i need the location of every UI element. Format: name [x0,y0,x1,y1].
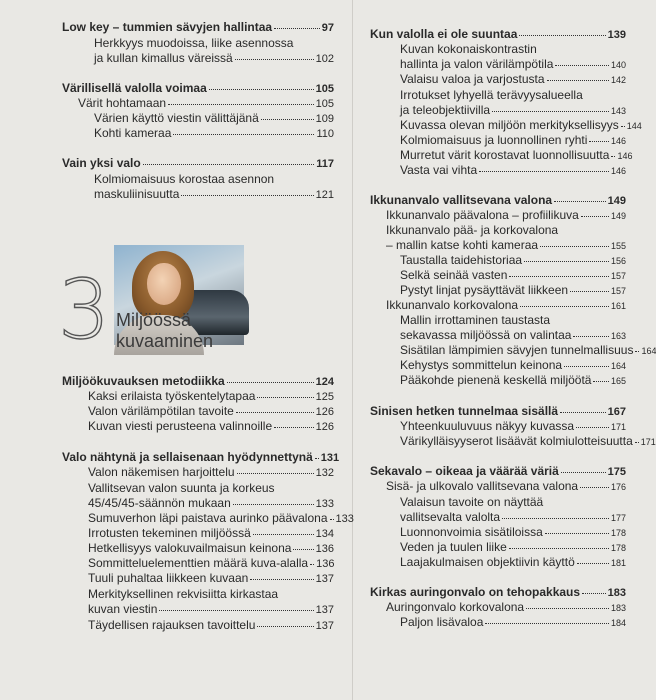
page-number: 140 [610,60,626,70]
toc-entry-title: Täydellisen rajauksen tavoittelu [88,618,256,632]
toc-entry[interactable] [400,555,626,570]
page-number: 165 [610,376,626,386]
toc-entry[interactable] [94,111,334,126]
toc-entry-title: Tuuli puhaltaa liikkeen kuvaan [88,571,249,585]
toc-heading-title: Miljöökuvauksen metodiikka [62,374,225,388]
page-number: 156 [610,256,626,266]
toc-entry-title: Laajakulmaisen objektiivin käyttö [400,555,575,569]
toc-entry-title: 45/45/45-säännön mukaan [88,496,231,510]
page-number: 177 [610,513,626,523]
page-number: 126 [315,406,334,418]
toc-entry-title: Murretut värit korostavat luonnollisuutta [400,148,610,162]
toc-entry[interactable] [400,72,626,87]
toc-entry[interactable] [400,525,626,540]
toc-heading[interactable] [370,464,626,479]
toc-heading-title: Vain yksi valo [62,156,141,170]
toc-entry-title: Sommitteluelementtien määrä kuva-alalla [88,556,309,570]
toc-entry-title: Kohti kameraa [94,126,172,140]
toc-entry[interactable] [400,615,626,630]
page-number: 149 [607,195,626,207]
page-number: 183 [607,587,626,599]
toc-entry-title: Kuvassa olevan miljöön merkityksellisyys [400,118,619,132]
toc-heading[interactable] [370,404,626,419]
toc-heading[interactable] [62,374,334,389]
toc-entry[interactable] [88,602,334,617]
toc-entry[interactable] [400,510,626,525]
toc-heading[interactable] [62,156,334,171]
toc-heading-title: Valo nähtynä ja sellaisenaan hyödynnettynä [62,450,313,464]
toc-entry-line[interactable]: Ikkunanvalo pää- ja korkovalona [386,223,559,237]
toc-entry-title: ja teleobjektiivilla [400,103,491,117]
toc-entry-title: Luonnonvoimia sisätiloissa [400,525,543,539]
toc-entry-title: vallitsevalta valolta [400,510,501,524]
toc-heading[interactable] [370,585,626,600]
page-number: 146 [610,166,626,176]
toc-entry[interactable] [386,238,626,253]
toc-heading-title: Kun valolla ei ole suuntaa [370,27,518,41]
toc-entry-line[interactable]: Valaisun tavoite on näyttää [400,495,544,509]
toc-entry[interactable] [78,96,334,111]
toc-entry-title: Valaisu valoa ja varjostusta [400,72,545,86]
toc-entry-title: ja kullan kimallus väreissä [94,51,233,65]
toc-entry-line[interactable]: Irrotukset lyhyellä terävyysalueella [400,88,583,102]
toc-entry[interactable] [400,148,633,163]
toc-heading-title: Ikkunanvalo vallitsevana valona [370,193,553,207]
toc-entry-title: Kuvan viesti perusteena valinnoille [88,419,273,433]
page-number: 136 [315,543,334,555]
toc-entry[interactable] [400,103,626,118]
toc-heading-title: Low key – tummien sävyjen hallintaa [62,20,273,34]
toc-heading[interactable] [370,27,626,42]
page-number: 178 [610,543,626,553]
toc-entry[interactable] [400,419,626,434]
page-number: 121 [315,189,334,201]
toc-entry[interactable] [400,328,626,343]
page-number: 146 [617,151,633,161]
column-divider [352,0,353,700]
toc-heading-title: Sekavalo – oikeaa ja väärää väriä [370,464,559,478]
toc-entry-line[interactable]: Merkityksellinen rekvisiitta kirkastaa [88,587,279,601]
toc-heading-title: Värillisellä valolla voimaa [62,81,207,95]
page-number: 126 [315,421,334,433]
toc-entry-title: Irrotusten tekeminen miljöössä [88,526,251,540]
toc-entry[interactable] [94,126,334,141]
page-number: 183 [610,603,626,613]
toc-entry[interactable] [386,600,626,615]
toc-heading[interactable] [62,81,334,96]
toc-entry[interactable] [88,571,334,586]
page-number: 134 [315,528,334,540]
toc-entry-title: sekavassa miljöössä on valintaa [400,328,572,342]
page-number: 139 [607,29,626,41]
toc-entry[interactable] [400,540,626,555]
toc-entry-title: kuvan viestin [88,602,158,616]
toc-entry[interactable] [88,419,334,434]
page-number: 125 [315,391,334,403]
toc-entry-title: Yhteenkuuluvuus näkyy kuvassa [400,419,575,433]
toc-entry[interactable] [386,208,626,223]
toc-entry-title: Värien käyttö viestin välittäjänä [94,111,259,125]
page-number: 164 [610,361,626,371]
toc-entry[interactable] [88,541,334,556]
toc-entry[interactable] [88,465,334,480]
toc-entry-title: Pystyt linjat pysäyttävät liikkeen [400,283,569,297]
toc-entry-title: Valon näkemisen harjoittelu [88,465,235,479]
page-number: 137 [315,604,334,616]
page-number: 137 [315,620,334,632]
toc-entry-title: Kaksi erilaista työskentelytapaa [88,389,256,403]
toc-heading-title: Sinisen hetken tunnelmaa sisällä [370,404,559,418]
page-number: 171 [640,437,656,447]
toc-entry[interactable] [386,479,626,494]
toc-entry[interactable] [400,133,626,148]
page-number: 136 [316,558,335,570]
page-number: 146 [610,136,626,146]
toc-entry-line[interactable]: Kolmiomaisuus korostaa asennon [94,172,275,186]
toc-entry[interactable] [400,118,642,133]
toc-heading[interactable] [62,450,340,465]
toc-entry[interactable] [88,389,334,404]
toc-entry-title: Paljon lisävaloa [400,615,484,629]
chapter-title-line: kuvaaminen [116,331,214,351]
chapter-number: 3 [58,263,111,358]
toc-heading-title: Kirkas auringonvalo on tehopakkaus [370,585,581,599]
toc-entry-title: Ikkunanvalo päävalona – profiilikuva [386,208,579,222]
toc-entry[interactable] [400,253,626,268]
toc-entry[interactable] [88,496,334,511]
page-number: 105 [315,83,334,95]
toc-entry[interactable] [400,283,626,298]
page-number: 176 [610,482,626,492]
toc-entry-title: Vasta vai vihta [400,163,478,177]
page-number: 97 [321,22,334,34]
toc-entry[interactable] [400,343,656,358]
toc-entry[interactable] [400,434,656,449]
page-number: 155 [610,241,626,251]
toc-entry-title: – mallin katse kohti kameraa [386,238,539,252]
page-number: 161 [610,301,626,311]
page-number: 171 [610,422,626,432]
page-number: 167 [607,406,626,418]
toc-entry-title: Auringonvalo korkovalona [386,600,525,614]
page-number: 110 [316,128,334,140]
toc-entry-title: Kolmiomaisuus ja luonnollinen ryhti [400,133,588,147]
page-number: 175 [607,466,626,478]
toc-entry-title: Veden ja tuulen liike [400,540,507,554]
toc-entry[interactable] [94,51,334,66]
toc-entry-title: Ikkunanvalo korkovalona [386,298,519,312]
toc-entry-title: Hetkellisyys valokuvailmaisun keinona [88,541,292,555]
toc-entry[interactable] [386,298,626,313]
page-number: 164 [641,346,656,356]
toc-entry-title: Selkä seinää vasten [400,268,508,282]
toc-entry-line[interactable]: Herkkyys muodoissa, liike asennossa [94,36,294,50]
toc-heading[interactable] [370,193,626,208]
toc-entry[interactable] [94,187,334,202]
toc-entry[interactable] [88,556,334,571]
toc-entry[interactable] [88,526,334,541]
toc-entry[interactable] [400,268,626,283]
page-number: 144 [626,121,642,131]
page-number: 149 [610,211,626,221]
page-number: 157 [610,286,626,296]
toc-entry-title: Kehystys sommittelun keinona [400,358,563,372]
toc-entry[interactable] [400,373,626,388]
toc-entry-line[interactable]: Mallin irrottaminen taustasta [400,313,551,327]
toc-entry[interactable] [88,618,334,633]
page-number: 117 [316,158,334,170]
chapter-title-line: Miljöössä [116,310,192,330]
page-number: 137 [315,573,334,585]
toc-entry-title: Pääkohde pienenä keskellä miljöötä [400,373,592,387]
toc-entry[interactable] [400,57,626,72]
page-number: 132 [315,467,334,479]
page-number: 105 [315,98,334,110]
toc-entry-title: Sisä- ja ulkovalo vallitsevana valona [386,479,579,493]
toc-entry-line[interactable]: Kuvan kokonaiskontrastin [400,42,537,56]
page-number: 133 [335,513,354,525]
toc-entry[interactable] [400,163,626,178]
toc-entry-line[interactable]: Vallitsevan valon suunta ja korkeus [88,481,275,495]
toc-entry[interactable] [88,404,334,419]
page-number: 184 [610,618,626,628]
page-number: 143 [610,106,626,116]
toc-entry-title: Sumuverhon läpi paistava aurinko päävalona [88,511,328,525]
toc-entry-title: maskuliinisuutta [94,187,180,201]
page-number: 102 [315,53,334,65]
toc-entry-title: Valon värilämpötilan tavoite [88,404,234,418]
toc-entry[interactable] [400,358,626,373]
face-illustration [147,263,181,305]
page-number: 124 [315,376,334,388]
page-number: 157 [610,271,626,281]
page-number: 109 [315,113,334,125]
toc-entry-title: Värikylläisyyserot lisäävät kolmiulotteisuutta [400,434,633,448]
toc-heading[interactable] [62,20,334,35]
toc-entry-title: hallinta ja valon värilämpötila [400,57,554,71]
toc-entry-title: Sisätilan lämpimien sävyjen tunnelmallisuus [400,343,634,357]
toc-entry[interactable] [88,511,354,526]
toc-entry-title: Taustalla taidehistoriaa [400,253,523,267]
page-number: 131 [320,452,340,464]
toc-entry-title: Värit hohtamaan [78,96,167,110]
page-number: 178 [610,528,626,538]
page-number: 142 [610,75,626,85]
page-number: 163 [610,331,626,341]
page-number: 133 [315,498,334,510]
chapter-title [116,310,213,352]
page-number: 181 [610,558,626,568]
